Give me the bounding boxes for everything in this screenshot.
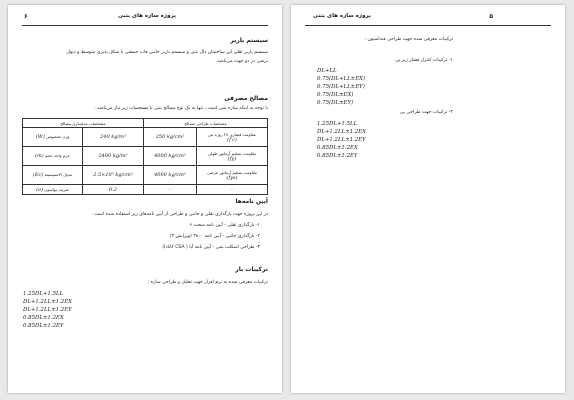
row-label: ضریب پواسون [44, 186, 69, 192]
row-value: 4000 [154, 172, 167, 178]
row-value: 0.2 [83, 185, 144, 195]
row-unit: kg/cm² [166, 134, 185, 140]
table-row [23, 166, 268, 185]
codes-heading: آیین نامه‌ها [235, 198, 268, 205]
table-header-design: مشخصات طراحی مصالح [144, 119, 268, 128]
row-value: 240 [100, 134, 110, 140]
row-label: مقاومت فشاری ۲۸ روزه بتن [208, 131, 256, 137]
row-symbol: (W) [35, 134, 45, 140]
combo-line: DL+1.2LL±1.2EY [23, 307, 72, 313]
row-symbol: (Ec) [32, 172, 44, 178]
section2-title: ۲- ترکیبات جهت طراحی پی [399, 110, 453, 115]
combo-line: 1.25DL+1.5LL [317, 121, 358, 127]
codes-item: ۳- طراحی اسکلت بتنی - آیین نامه آبا ( CSA کانادا) [162, 245, 260, 250]
right-page [291, 5, 565, 393]
load-combos-intro: ترکیبات معرفی شده به نرم افزار جهت تحلیل و طراحی سازه : [147, 280, 268, 285]
combo-line: 0.85DL±1.2EY [317, 153, 358, 159]
foundation-intro: ترکیبات معرفی شده جهت طراحی فنداسیون : [364, 37, 453, 42]
table-row [23, 128, 268, 147]
combo-line: 0.75(DL+LL±EY) [317, 84, 365, 90]
row-value: 250 [155, 134, 166, 140]
materials-intro: با توجه به اینکه سازه بتنی است ، تنها به یک نوع مصالح بتنی با مشخصات زیر نیاز می‌باشد . [94, 106, 268, 111]
row-dash: - [144, 185, 197, 195]
section1-title: ۱- ترکیبات کنترل فشار زیر پی [395, 58, 453, 63]
row-label: جرم واحد حجم [44, 153, 70, 158]
row-unit: kg/m³ [112, 153, 128, 159]
combo-line: 0.75(DL±EY) [317, 100, 354, 106]
row-symbol: (m) [35, 153, 44, 159]
page-number: ۶ [24, 13, 28, 20]
combo-line: 0.85DL±1.2EX [23, 315, 64, 321]
row-label: مدول الاستیسیته [44, 172, 73, 177]
structural-system-line-2: برشی در دو جهت می‌باشد. [215, 59, 268, 64]
row-label: وزن مخصوص [46, 134, 70, 139]
row-symbol: (ν) [36, 186, 44, 193]
combo-line: 1.25DL+1.5LL [23, 291, 64, 297]
row-symbol: (fy) [227, 155, 237, 162]
combo-line: 0.75(DL±EX) [317, 92, 354, 98]
table-header-analysis: مشخصات مدلسازی مصالح [23, 119, 144, 128]
table-row [23, 147, 268, 166]
page-header [305, 13, 551, 26]
combo-line: 0.85DL±1.2EY [23, 323, 64, 329]
row-unit: kg/cm² [168, 172, 186, 178]
row-unit: kg/cm² [115, 172, 133, 178]
structural-system-line-1: سیستم باربر ثقلی این ساختمان دال بتنی و سیستم باربر جانبی قاب خمشی با شکل پذیری متوسط و دیوار [66, 50, 268, 55]
combo-line: 0.75(DL+LL±EX) [317, 76, 366, 82]
left-page [8, 5, 282, 393]
page-header [22, 13, 268, 26]
row-symbol: (fys) [226, 174, 238, 181]
combo-line: DL+1.2LL±1.2EX [317, 129, 367, 135]
page-number: ۵ [489, 13, 493, 20]
codes-item: ۲- بارگذاری جانبی - آیین نامه ۲۸۰۰ (ویرایش ۳) [169, 234, 260, 239]
codes-intro: در این پروژه جهت بارگذاری ثقلی و جانبی و طراحی از آیین نامه‌های زیر استفاده شده است . [91, 212, 268, 217]
combo-line: DL+LL [317, 68, 337, 74]
book-title: پروژه سازه های بتنی [313, 13, 371, 19]
materials-heading: مصالح مصرفی [224, 95, 268, 102]
row-dash: - [197, 185, 268, 195]
table-row [23, 185, 268, 195]
codes-item: ۱- بارگذاری ثقلی - آیین نامه مبحث ۶ [189, 223, 260, 228]
load-combos-heading: ترکیبات بار [235, 266, 268, 273]
row-value: 2.5×10⁵ [93, 172, 114, 178]
combo-line: 0.85DL±1.2EX [317, 145, 358, 151]
row-symbol: (f′c) [227, 136, 237, 143]
materials-table [22, 118, 268, 195]
book-title: پروژه سازه های بتنی [118, 13, 176, 19]
row-unit: kg/m³ [111, 134, 126, 140]
combo-line: DL+1.2LL±1.2EY [317, 137, 366, 143]
row-label: مقاومت تسلیم آرماتور عرضی [207, 169, 257, 175]
row-label: مقاومت تسلیم آرماتور طولی [207, 150, 257, 156]
row-unit: kg/cm² [168, 153, 186, 159]
row-value: 2400 [98, 153, 112, 159]
structural-system-heading: سیستم باربر [230, 37, 268, 44]
row-value: 4000 [154, 153, 167, 159]
combo-line: DL+1.2LL±1.2EX [23, 299, 73, 305]
